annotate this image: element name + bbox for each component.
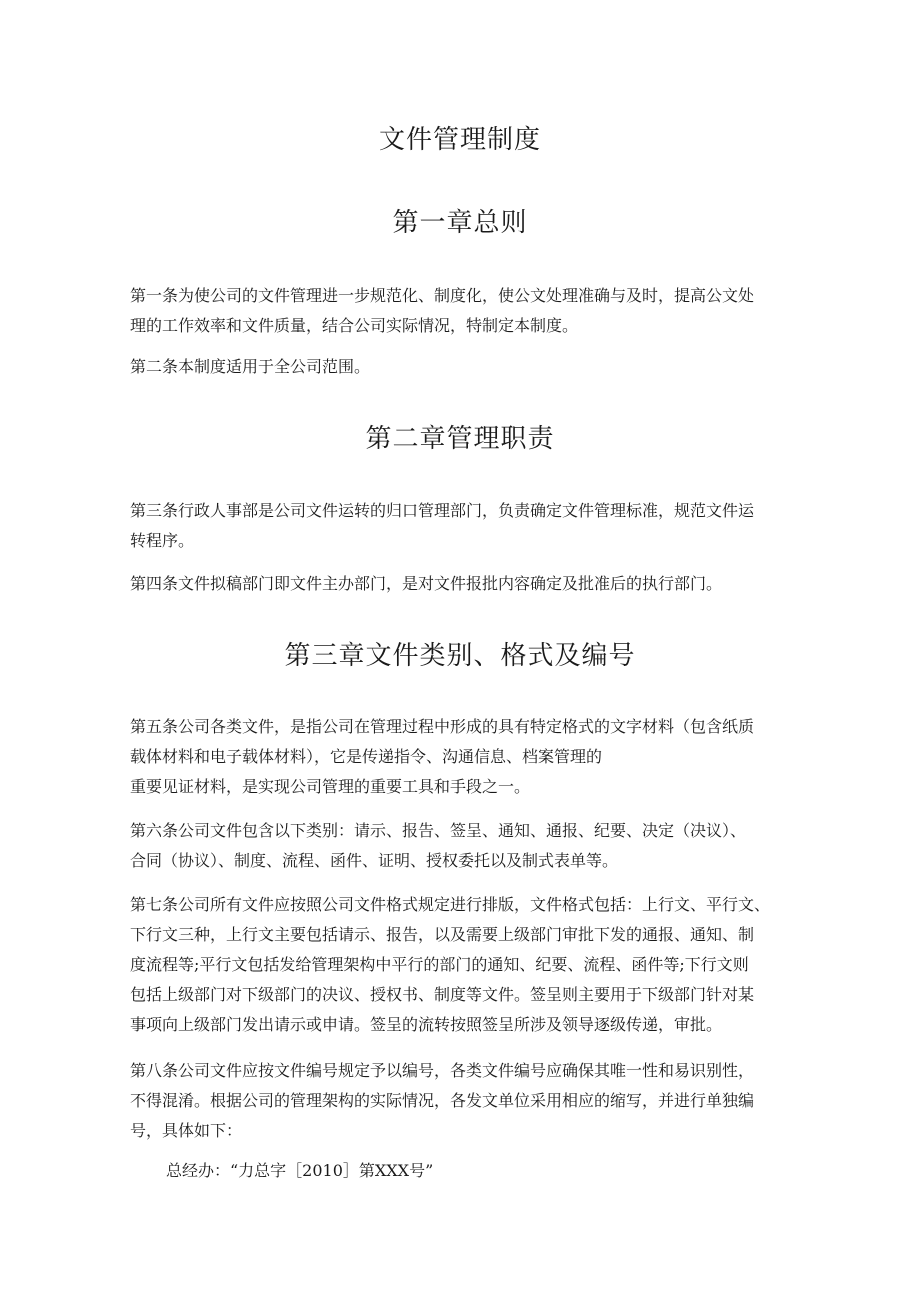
- article-5: 第五条公司各类文件，是指公司在管理过程中形成的具有特定格式的文字材料（包含纸质 载体材料和电子载体材料），它是传递指令、沟通信息、档案管理的 重要见证材料，是实现公司管理的重要工具和手段之一。: [130, 717, 755, 796]
- article-6: 第六条公司文件包含以下类别：请示、报告、签呈、通知、通报、纪要、决定（决议）、 合同（协议）、制度、流程、函件、证明、授权委托以及制式表单等。: [130, 821, 747, 870]
- article-4: 第四条文件拟稿部门即文件主办部门，是对文件报批内容确定及批准后的执行部门。: [130, 574, 723, 593]
- chapter-2-heading: 第二章管理职责: [365, 424, 555, 454]
- article-1: 第一条为使公司的文件管理进一步规范化、制度化，使公文处理准确与及时，提高公文处 理的工作效率和文件质量，结合公司实际情况，特制定本制度。: [130, 286, 755, 335]
- chapter-3-heading: 第三章文件类别、格式及编号: [284, 641, 636, 671]
- article-7: 第七条公司所有文件应按照公司文件格式规定进行排版，文件格式包括：上行文、平行文、 下行文三种，上行文主要包括请示、报告，以及需要上级部门审批下发的通报、通知、制 度流程等;平行文包括发给管理架构中平行的部门的通知、纪要、流程、函件等;下行文则 包括上级部门对下级部门的决议、授权书、制度等文件。签呈则主要用于下级部门针对某 事项向上级部门发出请示或申请。签呈的流转按照签呈所涉及领导逐级传递，审批。: [130, 895, 771, 1034]
- numbering-example: 总经办：“力总字［2010］第XXX号”: [166, 1161, 434, 1180]
- document-title: 文件管理制度: [378, 125, 541, 155]
- article-3: 第三条行政人事部是公司文件运转的归口管理部门，负责确定文件管理标准，规范文件运 转程序。: [130, 501, 755, 550]
- chapter-1-heading: 第一章总则: [392, 208, 528, 238]
- article-2: 第二条本制度适用于全公司范围。: [130, 357, 371, 376]
- article-8: 第八条公司文件应按文件编号规定予以编号，各类文件编号应确保其唯一性和易识别性， 不得混淆。根据公司的管理架构的实际情况，各发文单位采用相应的缩写，并进行单独编 号，具体如下：: [130, 1061, 755, 1140]
